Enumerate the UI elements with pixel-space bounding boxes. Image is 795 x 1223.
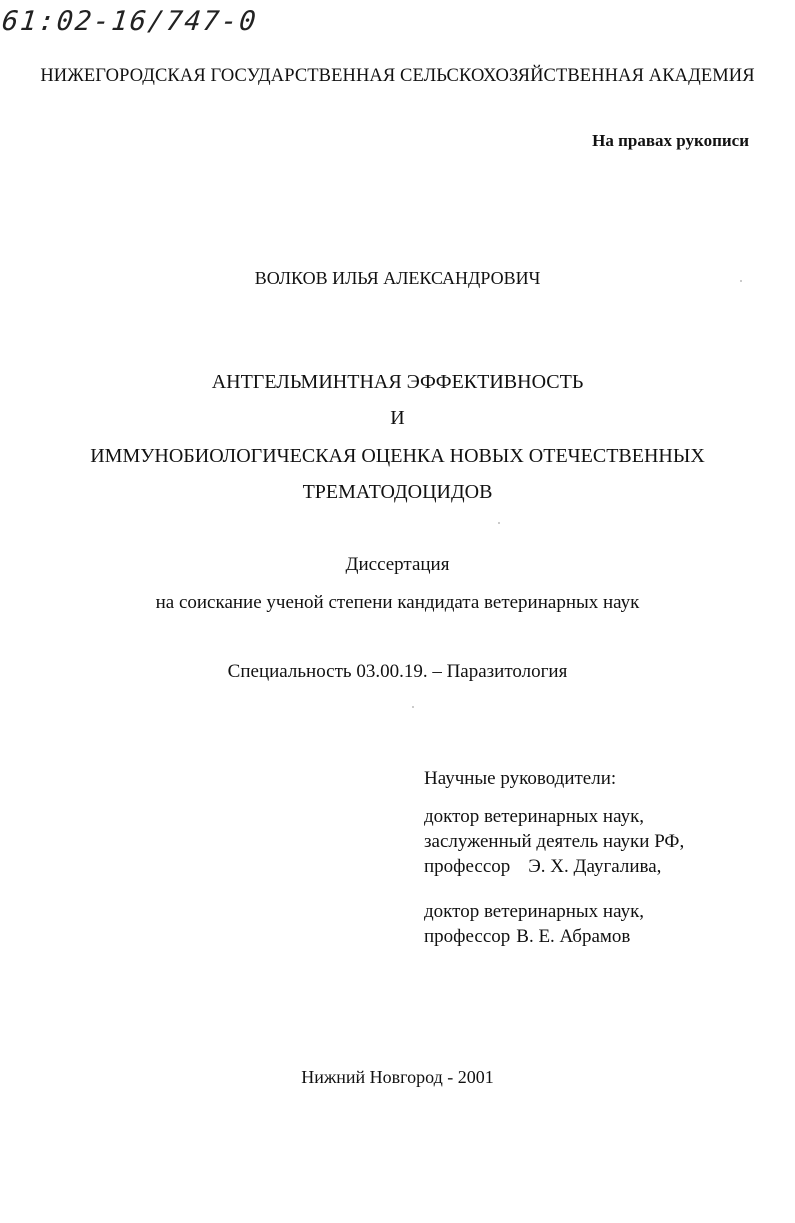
- supervisor-2-position: профессор: [424, 926, 511, 947]
- supervisor-2-degree: доктор ветеринарных наук,: [424, 901, 645, 922]
- supervisor-1-honor: заслуженный деятель науки РФ,: [424, 831, 685, 852]
- title-line-4: ТРЕМАТОДОЦИДОВ: [302, 481, 493, 503]
- scan-speck: [498, 522, 500, 524]
- degree-statement: на соискание ученой степени кандидата ветеринарных наук: [155, 592, 640, 613]
- supervisor-1-position: профессор: [424, 856, 511, 877]
- supervisor-2-name: В. Е. Абрамов: [516, 926, 631, 947]
- supervisors-heading: Научные руководители:: [424, 768, 617, 789]
- place-and-year: Нижний Новгород - 2001: [301, 1067, 494, 1087]
- work-type: Диссертация: [345, 554, 450, 575]
- author-name: ВОЛКОВ ИЛЬЯ АЛЕКСАНДРОВИЧ: [254, 268, 541, 288]
- handwritten-registry-number: 61:02-16/747-0: [0, 6, 260, 37]
- supervisor-1-degree: доктор ветеринарных наук,: [424, 806, 645, 827]
- scan-speck: [740, 280, 742, 282]
- institution-name: НИЖЕГОРОДСКАЯ ГОСУДАРСТВЕННАЯ СЕЛЬСКОХОЗЯЙСТВЕННАЯ АКАДЕМИЯ: [40, 66, 755, 86]
- supervisor-2-position-name: [424, 926, 630, 948]
- title-line-1: АНТГЕЛЬМИНТНАЯ ЭФФЕКТИВНОСТЬ: [211, 371, 584, 393]
- title-line-2: И: [390, 407, 405, 429]
- supervisor-1-position-name: [424, 856, 661, 878]
- manuscript-rights-note: На правах рукописи: [592, 131, 749, 150]
- specialty-line: Специальность 03.00.19. – Паразитология: [227, 661, 568, 682]
- title-line-3: ИММУНОБИОЛОГИЧЕСКАЯ ОЦЕНКА НОВЫХ ОТЕЧЕСТВЕННЫХ: [90, 445, 705, 467]
- supervisor-1-name: Э. Х. Даугалива,: [528, 856, 662, 877]
- scan-speck: [412, 706, 414, 708]
